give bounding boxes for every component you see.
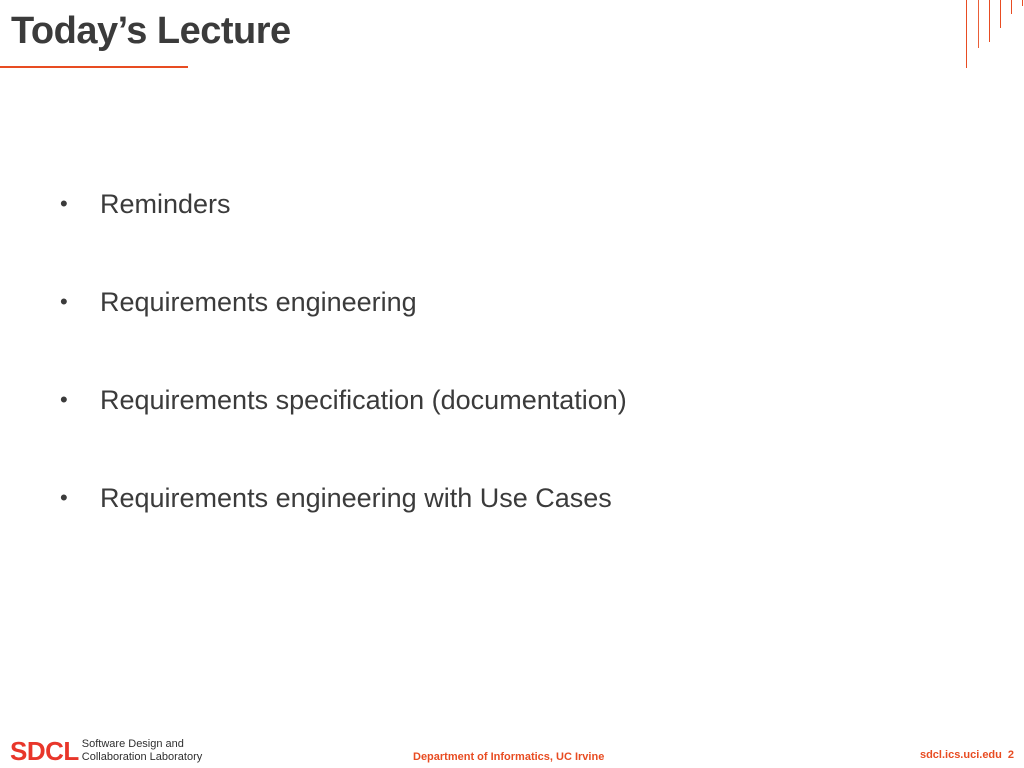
decorative-line bbox=[989, 0, 990, 42]
decorative-line bbox=[1000, 0, 1001, 28]
sdcl-logo bbox=[10, 734, 202, 768]
decorative-line bbox=[978, 0, 979, 48]
title-underline bbox=[0, 66, 188, 68]
logo-subtitle-line1: Software Design and bbox=[81, 738, 184, 750]
bullet-text: Requirements engineering bbox=[100, 287, 417, 317]
decorative-line bbox=[966, 0, 967, 68]
bullet-item-requirements-engineering bbox=[60, 284, 627, 382]
page-number: 2 bbox=[1007, 749, 1014, 761]
logo-subtitle bbox=[82, 738, 202, 764]
decorative-line bbox=[1022, 0, 1023, 6]
slide-title: Today’s Lecture bbox=[11, 10, 291, 52]
bullet-text: Requirements engineering with Use Cases bbox=[100, 483, 612, 513]
footer-site-link[interactable]: sdcl.ics.uci.edu bbox=[919, 749, 1002, 761]
bullet-text: Requirements specification (documentation) bbox=[100, 385, 627, 415]
bullet-icon: • bbox=[60, 289, 68, 314]
footer-department: Department of Informatics, UC Irvine bbox=[413, 751, 605, 763]
bullet-icon: • bbox=[60, 191, 68, 216]
footer-site-and-page bbox=[920, 749, 1014, 761]
bullet-item-use-cases bbox=[60, 480, 627, 578]
bullet-item-requirements-specification bbox=[60, 382, 627, 480]
bullet-icon: • bbox=[60, 485, 68, 510]
logo-mark: SDCL bbox=[10, 736, 79, 766]
decorative-line bbox=[1011, 0, 1012, 14]
bullet-icon: • bbox=[60, 387, 68, 412]
bullet-item-reminders bbox=[60, 186, 627, 284]
logo-subtitle-line2: Collaboration Laboratory bbox=[81, 751, 203, 763]
bullet-text: Reminders bbox=[100, 189, 231, 219]
bullet-list bbox=[60, 186, 627, 578]
